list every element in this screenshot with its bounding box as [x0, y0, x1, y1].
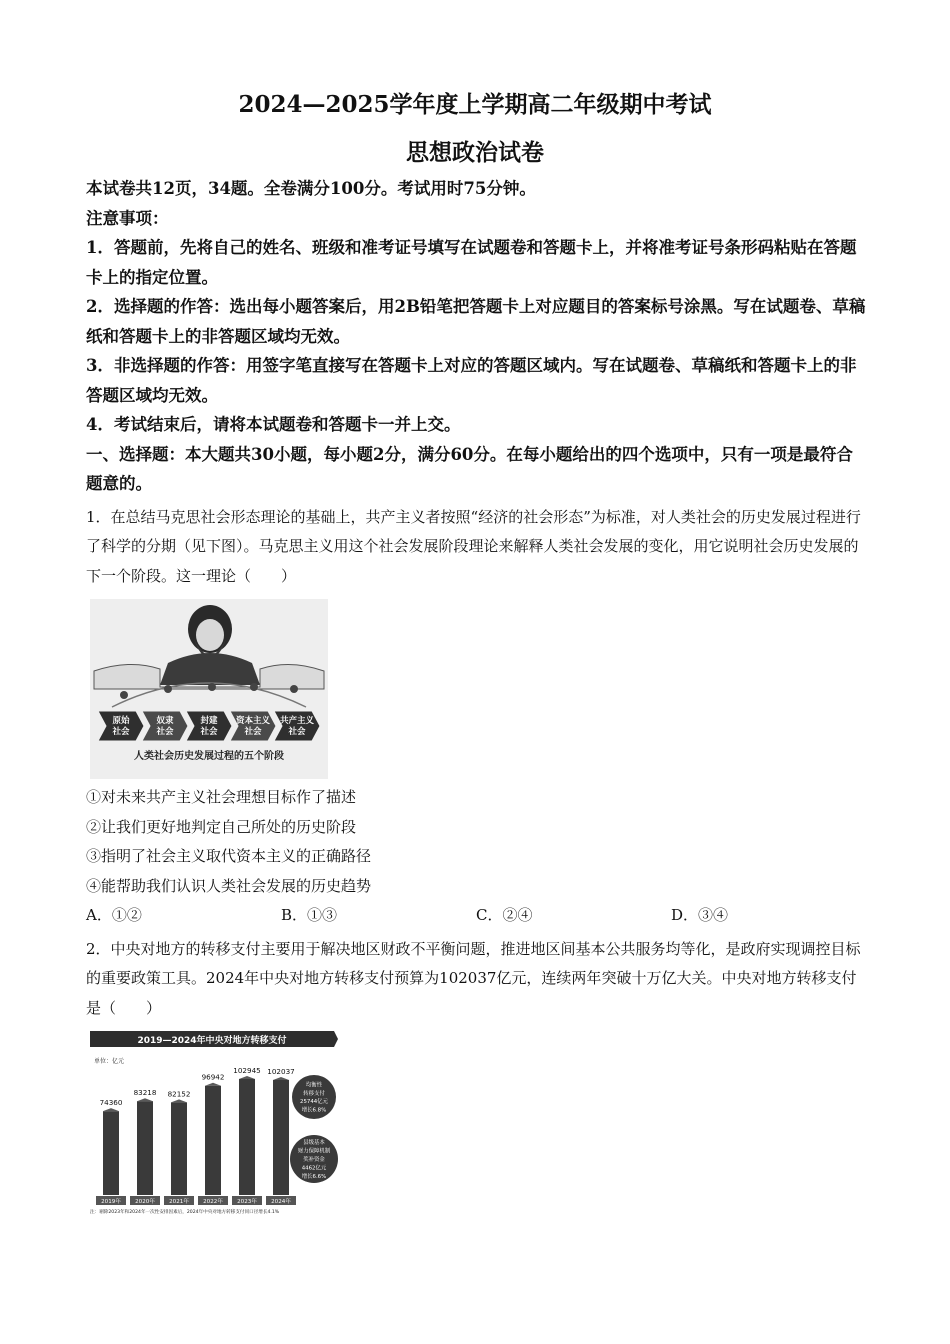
transfer-payment-chart: [88, 1031, 340, 1216]
stage-label: 封建: [200, 716, 218, 726]
social-stages-figure: [90, 599, 328, 779]
annotation-text: 奖补资金: [303, 1157, 325, 1163]
bar: [273, 1080, 289, 1195]
notice-title: 注意事项：: [86, 208, 169, 228]
annotation-text: 转移支付: [303, 1090, 325, 1097]
question-2-stem: 2．中央对地方的转移支付主要用于解决地区财政不平衡问题，推进地区间基本公共服务均等化，是政府实现调控目标的重要政策工具。2024年中央对地方转移支付预算为102037亿元，连续两年突破十万亿大关。中央对地方转移支付是（ ）: [86, 939, 861, 1017]
notice-item: 2．选择题的作答：选出每小题答案后，用2B铅笔把答题卡上对应题目的答案标号涂黑。写在试题卷、草稿纸和答题卡上的非答题区域均无效。: [86, 297, 866, 346]
choice-a[interactable]: A．①②: [86, 906, 142, 924]
bar-cap: [103, 1108, 119, 1111]
bar-value-label: 96942: [201, 1072, 225, 1082]
notice-item: 4．考试结束后，请将本试题卷和答题卡一并上交。: [86, 415, 461, 434]
section-title: 一、选择题：本大题共30小题，每小题2分，满分60分。在每小题给出的四个选项中，只有一项是最符合题意的。: [86, 444, 853, 493]
social-stages-illustration: [90, 599, 328, 779]
stage-label: 社会: [112, 727, 130, 737]
category-label: 2022年: [203, 1199, 223, 1205]
option-statement: ①对未来共产主义社会理想目标作了描述: [86, 788, 357, 806]
category-label: 2019年: [101, 1199, 121, 1205]
category-label: 2020年: [135, 1199, 155, 1205]
bar-cap: [239, 1076, 255, 1079]
bar-value-label: 82152: [167, 1089, 191, 1099]
notice-item: 3．非选择题的作答：用签字笔直接写在答题卡上对应的答题区域内。写在试题卷、草稿纸和答题卡上的非答题区域均无效。: [86, 356, 857, 405]
stage-label: 奴隶: [156, 716, 174, 726]
annotation-text: 增长6.8%: [301, 1107, 327, 1114]
annotation-text: 均衡性: [305, 1082, 323, 1089]
chart-title: 2019—2024年中央对地方转移支付: [137, 1036, 287, 1046]
annotation-text: 4462亿元: [301, 1165, 327, 1172]
stage-label: 资本主义: [235, 716, 271, 726]
category-label: 2023年: [237, 1199, 257, 1205]
chart-unit-label: 单位：亿元: [94, 1058, 125, 1065]
exam-content: [86, 174, 866, 1216]
option-statement: ④能帮助我们认识人类社会发展的历史趋势: [86, 876, 372, 895]
exam-title: 2024—2025学年度上学期高二年级期中考试: [238, 91, 712, 118]
bar-value-label: 74360: [99, 1098, 123, 1108]
category-label: 2021年: [169, 1199, 189, 1205]
notice-item: 1．答题前，先将自己的姓名、班级和准考证号填写在试题卷和答题卡上，并将准考证号条形码粘贴在答题卡上的指定位置。: [86, 238, 857, 287]
bar: [103, 1111, 119, 1195]
exam-subject: 思想政治试卷: [406, 139, 544, 166]
bar: [137, 1101, 153, 1195]
choice-d[interactable]: D．③④: [671, 906, 729, 924]
answer-choices: [86, 901, 866, 931]
annotation-text: 财力保障机制: [297, 1148, 331, 1155]
bar-chart: [88, 1031, 340, 1216]
category-label: 2024年: [271, 1199, 291, 1205]
bar-value-label: 102037: [267, 1066, 295, 1076]
stage-label: 社会: [244, 727, 262, 737]
bar-value-label: 102945: [233, 1065, 261, 1075]
stage-label: 原始: [112, 716, 130, 726]
bar-value-label: 83218: [133, 1088, 157, 1098]
option-statement: ②让我们更好地判定自己所处的历史阶段: [86, 817, 357, 836]
stage-label: 共产主义: [279, 716, 315, 726]
figure-caption: 人类社会历史发展过程的五个阶段: [134, 751, 284, 762]
stage-label: 社会: [288, 727, 306, 737]
annotation-text: 县级基本: [303, 1140, 325, 1147]
stage-label: 社会: [156, 727, 174, 737]
option-statement: ③指明了社会主义取代资本主义的正确路径: [86, 847, 372, 865]
bar-cap: [205, 1083, 221, 1086]
bar-cap: [273, 1077, 289, 1080]
annotation-text: 增长6.6%: [301, 1173, 327, 1180]
bar: [205, 1086, 221, 1195]
question-1-stem: 1．在总结马克思社会形态理论的基础上，共产主义者按照“经济的社会形态”为标准，对人类社会的历史发展过程进行了科学的分期（见下图）。马克思主义用这个社会发展阶段理论来解释人类社会发展的变化，用它说明社会历史发展的下一个阶段。这一理论（ ）: [86, 507, 861, 585]
bar: [239, 1079, 255, 1195]
chart-footnote: 注：剔除2023年和2024年一次性安排因素后，2024年中央对地方转移支付同口径增长4.1%: [90, 1210, 280, 1215]
exam-summary: 本试卷共12页，34题。全卷满分100分。考试用时75分钟。: [86, 179, 536, 198]
bar-cap: [137, 1098, 153, 1101]
annotation-text: 25744亿元: [300, 1099, 328, 1106]
choice-c[interactable]: C．②④: [476, 906, 533, 924]
stage-label: 社会: [200, 727, 218, 737]
choice-b[interactable]: B．①③: [281, 906, 338, 924]
bar-cap: [171, 1099, 187, 1102]
bar: [171, 1102, 187, 1195]
